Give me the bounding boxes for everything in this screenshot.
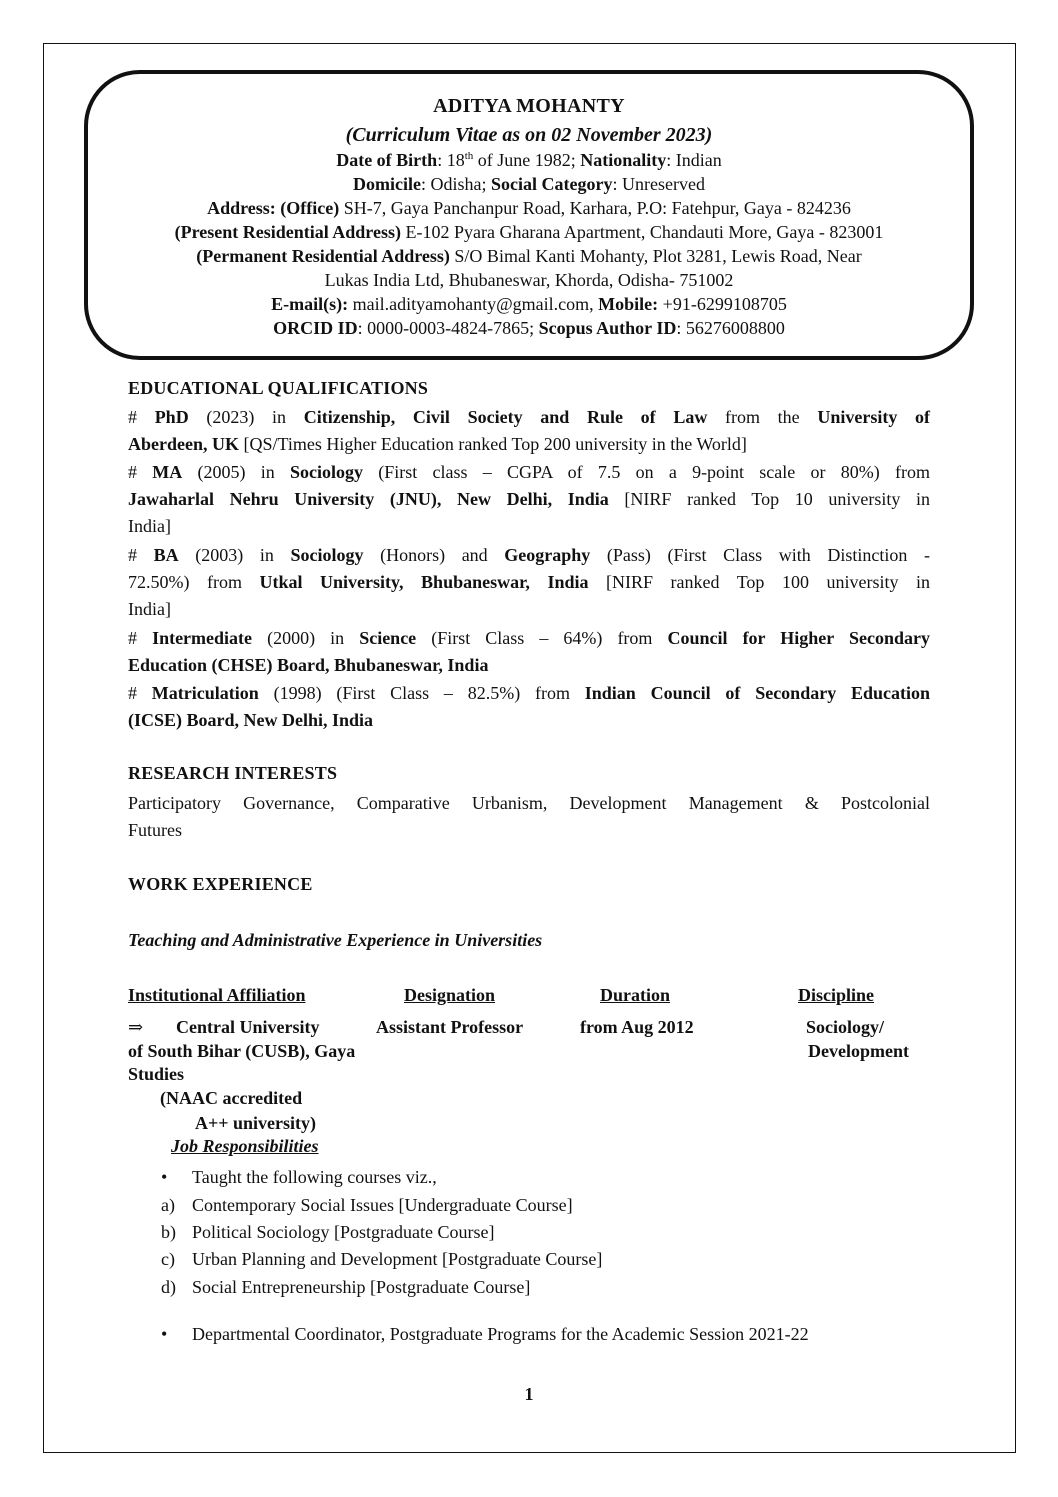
present-address-line <box>84 220 974 244</box>
nationality-label: Nationality <box>580 150 667 170</box>
col-designation: Designation <box>404 985 496 1005</box>
col-duration: Duration <box>600 985 671 1005</box>
edu-ma-line-3: India] <box>128 516 171 536</box>
ba-text: (2003) in <box>178 545 291 565</box>
hash: # <box>128 407 155 427</box>
affiliation-line-2: of South Bihar (CUSB), Gaya <box>128 1041 356 1061</box>
col-affiliation: Institutional Affiliation <box>128 985 306 1005</box>
edu-ba-line-1 <box>128 542 930 569</box>
discipline-line-2: Development <box>808 1041 909 1061</box>
nationality-value: : Indian <box>666 150 722 170</box>
mobile-label: Mobile: <box>598 294 659 314</box>
edu-matric-line-2: (ICSE) Board, New Delhi, India <box>128 710 374 730</box>
ma-text: (2005) in <box>182 462 290 482</box>
edu-ba-line-3: India] <box>128 599 171 619</box>
phd-text-2: from the <box>707 407 818 427</box>
hash: # <box>128 628 153 648</box>
domicile-line <box>84 172 974 196</box>
phd-institution: University of <box>817 407 931 427</box>
education-heading: EDUCATIONAL QUALIFICATIONS <box>128 378 429 398</box>
list-item-mark: • <box>161 1167 168 1187</box>
dob-day: 18 <box>446 150 465 170</box>
inter-field: Science <box>359 628 417 648</box>
ma-note: [NIRF ranked Top 10 university in <box>608 489 930 509</box>
work-heading: WORK EXPERIENCE <box>128 874 313 894</box>
ba-note: [NIRF ranked Top 100 university in <box>588 572 930 592</box>
list-item: Taught the following courses viz., <box>192 1167 437 1187</box>
designation: Assistant Professor <box>376 1017 524 1037</box>
matric-degree: Matriculation <box>151 683 259 703</box>
page-number: 1 <box>524 1384 534 1404</box>
permanent-value: S/O Bimal Kanti Mohanty, Plot 3281, Lewis Road, Near <box>449 246 862 266</box>
phd-institution-2: Aberdeen, UK <box>128 434 239 454</box>
arrow-icon: ⇒ <box>128 1017 144 1037</box>
edu-inter-line-1 <box>128 625 930 652</box>
email-label: E-mail(s): <box>271 294 349 314</box>
col-discipline: Discipline <box>798 985 875 1005</box>
present-value: E-102 Pyara Gharana Apartment, Chandauti More, Gaya - 823001 <box>400 222 884 242</box>
ba-text-3: (Pass) (First Class with Distinction - <box>590 545 930 565</box>
ba-field-1: Sociology <box>290 545 364 565</box>
research-line-1: Participatory Governance, Comparative Urbanism, Development Management & Postcolonial <box>128 793 930 813</box>
affiliation-line-4: (NAAC accredited <box>160 1088 303 1108</box>
contact-line <box>84 292 974 316</box>
list-item: Contemporary Social Issues [Undergraduate Course] <box>192 1195 573 1215</box>
list-item-mark: a) <box>161 1195 175 1215</box>
ba-text-2: (Honors) and <box>363 545 505 565</box>
edu-ma-line-2 <box>128 486 930 513</box>
affiliation-line-5: A++ university) <box>195 1113 317 1133</box>
ma-field: Sociology <box>289 462 363 482</box>
present-label: (Present Residential Address) <box>174 222 401 242</box>
phd-note: [QS/Times Higher Education ranked Top 200 university in the World] <box>239 434 747 454</box>
ids-line <box>84 316 974 340</box>
cv-subtitle: (Curriculum Vitae as on 02 November 2023) <box>345 124 713 146</box>
edu-phd-line-1 <box>128 404 930 431</box>
phd-degree: PhD <box>154 407 189 427</box>
dob-rest: of June 1982; <box>473 150 581 170</box>
work-subheading: Teaching and Administrative Experience in Universities <box>128 930 543 950</box>
ba-field-2: Geography <box>504 545 591 565</box>
research-line-2: Futures <box>128 820 182 840</box>
edu-matric-line-1 <box>128 680 930 707</box>
hash: # <box>128 545 154 565</box>
list-item: Urban Planning and Development [Postgraduate Course] <box>192 1249 603 1269</box>
affiliation-line-3: Studies <box>128 1064 185 1084</box>
category-label: Social Category <box>491 174 613 194</box>
ba-institution: Utkal University, Bhubaneswar, India <box>259 572 589 592</box>
ma-institution: Jawaharlal Nehru University (JNU), New Delhi, India <box>128 489 609 509</box>
ba-text-4: 72.50%) from <box>128 572 260 592</box>
inter-text-2: (First Class – 64%) from <box>416 628 668 648</box>
inter-institution: Council for Higher Secondary <box>667 628 930 648</box>
edu-ba-line-2 <box>128 569 930 596</box>
hash: # <box>128 462 153 482</box>
matric-institution: Indian Council of Secondary Education <box>584 683 930 703</box>
phd-text: (2023) in <box>188 407 304 427</box>
list-item-mark: c) <box>161 1249 175 1269</box>
ma-degree: MA <box>152 462 183 482</box>
office-address-line <box>84 196 974 220</box>
edu-ma-line-1 <box>128 459 930 486</box>
mobile-value: +91-6299108705 <box>658 294 787 314</box>
scopus-value: : 56276008800 <box>676 318 785 338</box>
inter-text: (2000) in <box>252 628 360 648</box>
list-item: Political Sociology [Postgraduate Course] <box>192 1222 495 1242</box>
domicile-value: : Odisha; <box>421 174 492 194</box>
scopus-label: Scopus Author ID <box>538 318 677 338</box>
permanent-address-line-2: Lukas India Ltd, Bhubaneswar, Khorda, Odisha- 751002 <box>324 270 734 290</box>
permanent-address-line <box>84 244 974 268</box>
office-value: SH-7, Gaya Panchanpur Road, Karhara, P.O: Fatehpur, Gaya - 824236 <box>339 198 851 218</box>
research-heading: RESEARCH INTERESTS <box>128 763 338 783</box>
list-item-mark: b) <box>161 1222 176 1242</box>
edu-phd-line-2 <box>128 431 930 458</box>
matric-text: (1998) (First Class – 82.5%) from <box>258 683 585 703</box>
permanent-label: (Permanent Residential Address) <box>196 246 450 266</box>
dob-label: Date of Birth <box>336 150 438 170</box>
hash: # <box>128 683 152 703</box>
list-item: Departmental Coordinator, Postgraduate Programs for the Academic Session 2021-22 <box>192 1324 809 1344</box>
office-label: Address: (Office) <box>207 198 340 218</box>
ba-degree: BA <box>153 545 179 565</box>
phd-field: Citizenship, Civil Society and Rule of Law <box>303 407 708 427</box>
dob-nationality-line: Date of Birth: 18th of June 1982; Nationality: Indian <box>336 150 722 170</box>
dob-sup: th <box>464 150 474 162</box>
discipline-line-1: Sociology/ <box>806 1017 885 1037</box>
inter-degree: Intermediate <box>152 628 253 648</box>
job-responsibilities-heading: Job Responsibilities <box>171 1136 319 1156</box>
list-item-mark: • <box>161 1324 168 1344</box>
email-value[interactable]: mail.adityamohanty@gmail.com, <box>348 294 599 314</box>
duration: from Aug 2012 <box>580 1017 694 1037</box>
ma-text-2: (First class – CGPA of 7.5 on a 9-point scale or 80%) from <box>363 462 930 482</box>
list-item: Social Entrepreneurship [Postgraduate Course] <box>192 1277 531 1297</box>
orcid-value: : 0000-0003-4824-7865; <box>357 318 539 338</box>
domicile-label: Domicile <box>353 174 422 194</box>
cv-name: ADITYA MOHANTY <box>433 95 625 117</box>
list-item-mark: d) <box>161 1277 176 1297</box>
edu-inter-line-2: Education (CHSE) Board, Bhubaneswar, India <box>128 655 489 675</box>
affiliation-line-1: Central University <box>176 1017 320 1037</box>
orcid-label: ORCID ID <box>273 318 358 338</box>
category-value: : Unreserved <box>612 174 705 194</box>
